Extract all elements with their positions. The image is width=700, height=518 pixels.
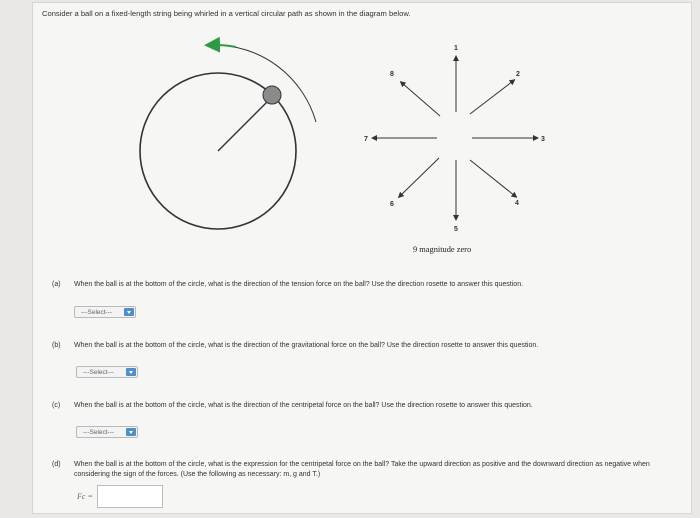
question-b-select[interactable] <box>76 366 138 378</box>
question-b-select-label: ---Select--- <box>83 368 115 376</box>
dropdown-arrow-icon <box>126 428 136 436</box>
question-b <box>52 341 682 351</box>
rosette-label-5: 5 <box>454 226 458 233</box>
rosette-label-3: 3 <box>541 136 545 143</box>
question-c-select-label: ---Select--- <box>83 428 115 436</box>
rosette-arrow-8 <box>402 83 440 116</box>
rosette-label-1: 1 <box>454 45 458 52</box>
ball <box>263 86 281 104</box>
centripetal-force-input[interactable] <box>97 485 163 508</box>
rosette-arrow-4 <box>470 160 515 196</box>
question-d-text: When the ball is at the bottom of the circle, what is the expression for the centripetal force on the ball? Take the upward direction as positive and the downward direction as negative when considering the sign of the forces. (Use the following as necessary: m, g and T.) <box>74 461 650 478</box>
rosette-arrow-6 <box>400 158 439 196</box>
question-c-text: When the ball is at the bottom of the circle, what is the direction of the centripetal force on the ball? Use the direction rosette to answer this question. <box>74 402 533 409</box>
direction-rosette <box>364 45 545 233</box>
rosette-label-6: 6 <box>390 201 394 208</box>
string <box>218 97 272 151</box>
rosette-arrow-2 <box>470 81 513 114</box>
question-b-letter: (b) <box>52 342 61 349</box>
motion-arrow <box>212 45 316 122</box>
question-d <box>52 460 682 480</box>
question-b-text: When the ball is at the bottom of the circle, what is the direction of the gravitational force on the ball? Use the direction rosette to answer this question. <box>74 342 539 349</box>
question-a <box>52 280 682 290</box>
question-a-select-label: ---Select--- <box>81 308 113 316</box>
question-c-letter: (c) <box>52 402 61 409</box>
rosette-caption: 9 magnitude zero <box>413 245 472 254</box>
dropdown-arrow-icon <box>124 308 134 316</box>
intro-text: Consider a ball on a fixed-length string being whirled in a vertical circular path as shown in the diagram below. <box>42 9 411 18</box>
question-a-select[interactable] <box>74 306 136 318</box>
question-a-letter: (a) <box>52 281 61 288</box>
rosette-label-4: 4 <box>515 200 519 207</box>
dropdown-arrow-icon <box>126 368 136 376</box>
centripetal-force-label: Fc = <box>77 492 93 501</box>
question-d-letter: (d) <box>52 461 61 468</box>
question-c-select[interactable] <box>76 426 138 438</box>
question-c <box>52 401 682 411</box>
rosette-label-2: 2 <box>516 71 520 78</box>
rosette-label-7: 7 <box>364 136 368 143</box>
rosette-label-8: 8 <box>390 71 394 78</box>
question-a-text: When the ball is at the bottom of the circle, what is the direction of the tension force on the ball? Use the direction rosette to answer this question. <box>74 281 524 288</box>
